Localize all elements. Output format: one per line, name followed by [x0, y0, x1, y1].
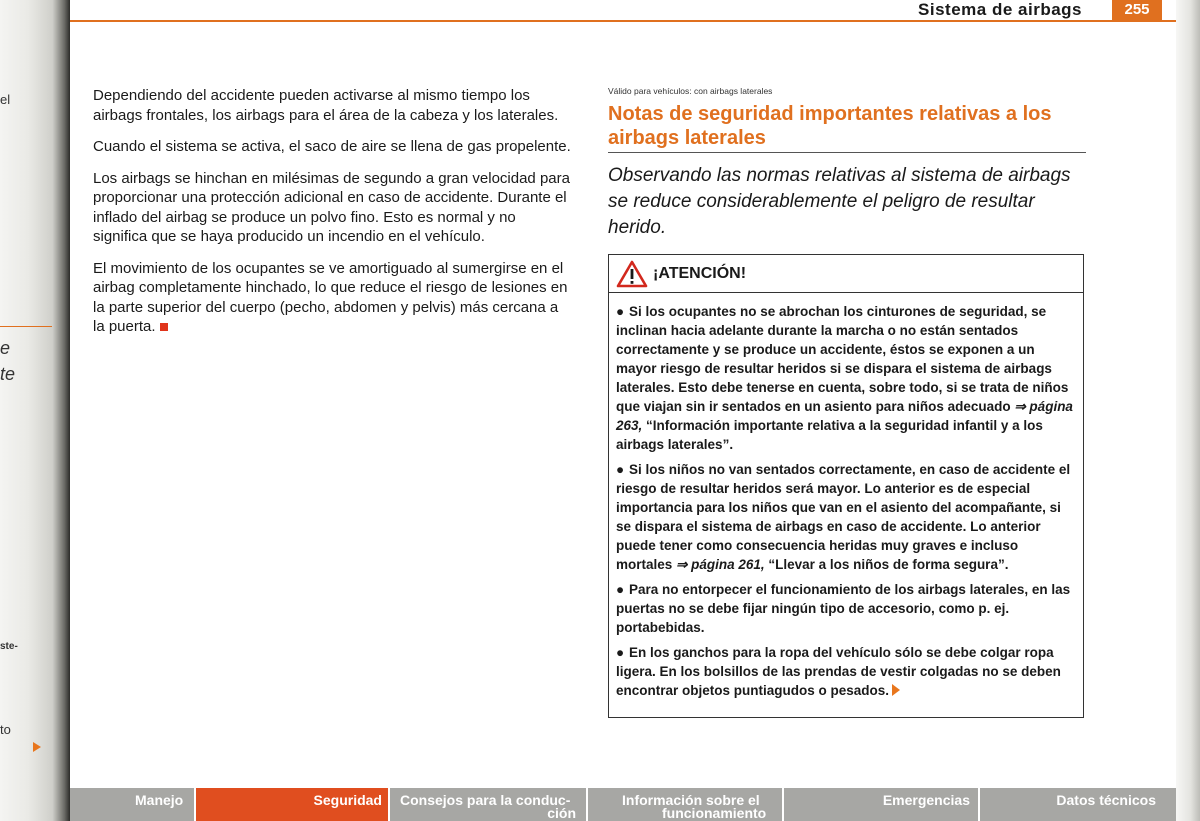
validity-note: Válido para vehículos: con airbags laterales: [608, 86, 773, 96]
page-number: 255: [1112, 0, 1162, 21]
continue-arrow-icon: [892, 684, 900, 696]
tab-datos-tecnicos[interactable]: [980, 788, 1176, 821]
intro-text: Observando las normas relativas al sistema de airbags se reduce considerablemente el peligro de resultar herido.: [608, 165, 1071, 238]
warning-item: ● Si los niños no van sentados correctamente, en caso de accidente el riesgo de resultar heridos será mayor. Lo anterior es de especial importancia para los niños que van en el asiento del acompañante, si se dispara el sistema de airbags en caso de accidente. Lo anterior puede tener como consecuencia heridas muy graves e incluso mortales ⇒ página 261, “Llevar a los niños de forma segura”.: [616, 462, 1071, 572]
bullet-icon: ●: [616, 304, 625, 319]
warning-triangle-icon: [616, 260, 648, 288]
tab-seguridad[interactable]: [196, 788, 390, 821]
prev-page-fragment: te: [0, 364, 16, 384]
warning-body: [609, 293, 1083, 700]
section-title: Notas de seguridad importantes relativas a los airbags laterales: [608, 103, 1052, 149]
left-column: [93, 86, 573, 349]
page-edge: [1176, 0, 1200, 821]
body-paragraph: Los airbags se hinchan en milésimas de segundo a gran velocidad para proporcionar una protección adicional en caso de accidente. Durante el inflado del airbag se produce un polvo fino. Esto es normal y no significa que se haya producido un incendio en el vehículo.: [93, 169, 570, 245]
body-text: El movimiento de los ocupantes se ve amortiguado al sumergirse en el airbag completamente hinchado, lo que reduce el riesgo de lesiones en la parte superior del cuerpo (pecho, abdomen y pelvis) más cercana a la puerta.: [93, 259, 568, 335]
tab-label: Emergencias: [882, 792, 970, 808]
page-reference[interactable]: ⇒ página 263,: [616, 399, 1073, 433]
prev-page-fragment: e: [0, 338, 11, 358]
right-column: [608, 86, 1086, 241]
prev-page-fragment: ste-: [0, 641, 18, 652]
body-paragraph: [93, 259, 573, 337]
prev-page-fragment: to: [0, 722, 11, 737]
warning-item: ● Para no entorpecer el funcionamiento de los airbags laterales, en las puertas no se debe fijar ningún tipo de accesorio, como p. ej. portabebidas.: [616, 582, 1071, 635]
bullet-icon: ●: [616, 462, 625, 477]
body-paragraph: Cuando el sistema se activa, el saco de aire se llena de gas propelente.: [93, 138, 571, 155]
header-rule: [70, 20, 1176, 22]
warning-header: [609, 255, 1083, 293]
page-reference[interactable]: ⇒ página 261,: [676, 557, 765, 572]
tab-label: funcionamiento: [662, 805, 767, 821]
tab-label: Información sobre el: [622, 792, 760, 808]
warning-item: ● En los ganchos para la ropa del vehículo sólo se debe colgar ropa ligera. En los bolsillos de las prendas de vestir colgadas no se deben encontrar objetos puntiagudos o pesados.: [616, 645, 1061, 698]
section-tabs: [70, 788, 1176, 821]
end-square-icon: [160, 323, 168, 331]
body-paragraph: Dependiendo del accidente pueden activarse al mismo tiempo los airbags frontales, los airbags para el área de la cabeza y los laterales.: [93, 87, 559, 124]
running-header: Sistema de airbags: [918, 0, 1082, 19]
tab-label: Datos técnicos: [1056, 792, 1156, 808]
tab-label: Manejo: [135, 792, 184, 808]
bullet-icon: ●: [616, 645, 625, 660]
tab-consejos-conduccion[interactable]: [390, 788, 588, 821]
tab-label: ción: [547, 805, 576, 821]
bullet-icon: ●: [616, 582, 625, 597]
prev-page-arrow-icon: [33, 742, 41, 752]
warning-box: [608, 254, 1084, 718]
prev-page-rule: [0, 326, 52, 327]
binding-gutter: [0, 0, 70, 821]
tab-informacion-funcionamiento[interactable]: [588, 788, 784, 821]
warning-label: ¡ATENCIÓN!: [653, 265, 747, 282]
tab-label: Seguridad: [313, 792, 382, 808]
tab-emergencias[interactable]: [784, 788, 980, 821]
warning-item: ● Si los ocupantes no se abrochan los cinturones de seguridad, se inclinan hacia adelante durante la marcha o no están sentados correctamente y se produce un accidente, éstos se exponen a un mayor riesgo de resultar heridos si se dispara el sistema de airbags laterales. Esto debe tenerse en cuenta, sobre todo, si se trata de niños que viajan sin ir sentados en un asiento para niños adecuado ⇒ página 263, “Información importante relativa a la seguridad infantil y a los airbags laterales”.: [616, 304, 1073, 452]
title-rule: [608, 152, 1086, 153]
prev-page-fragment: el: [0, 92, 11, 107]
tab-manejo[interactable]: [70, 788, 196, 821]
tab-label: Consejos para la conduc-: [400, 792, 571, 808]
